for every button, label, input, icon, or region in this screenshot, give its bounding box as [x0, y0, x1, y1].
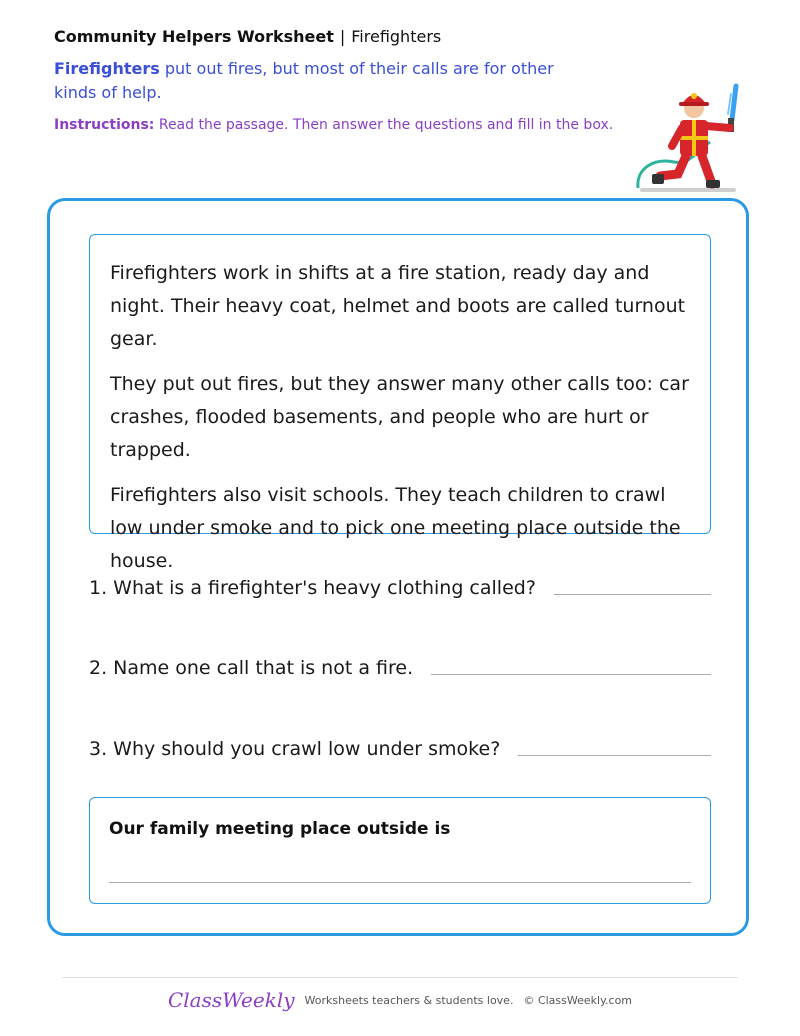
- reading-passage: [89, 234, 711, 572]
- intro-text: [54, 57, 594, 105]
- passage-paragraph: Firefighters work in shifts at a fire station, ready day and night. Their heavy coat, helmet and boots are called turnout gear.: [110, 262, 686, 350]
- meeting-place-label: Our family meeting place outside is: [109, 819, 451, 839]
- instructions-text: Read the passage. Then answer the questions and fill in the box.: [154, 117, 614, 133]
- question-2-text: 2. Name one call that is not a fire.: [89, 657, 414, 679]
- instructions-label: Instructions:: [54, 117, 155, 133]
- question-1-text: 1. What is a firefighter's heavy clothing called?: [89, 577, 536, 599]
- brand-logo: ClassWeekly: [167, 988, 295, 1012]
- footer: [0, 988, 800, 1012]
- worksheet-header: [54, 27, 441, 46]
- passage-paragraph: They put out fires, but they answer many other calls too: car crashes, flooded basements, and people who are hurt or trapped.: [110, 373, 689, 461]
- meeting-place-box: [89, 797, 711, 904]
- question-3-text: 3. Why should you crawl low under smoke?: [89, 738, 501, 760]
- answer-line-2[interactable]: [431, 674, 711, 675]
- intro-rest: put out fires, but most of their calls are for other kinds of help.: [54, 59, 554, 102]
- worksheet-topic: Firefighters: [351, 27, 442, 46]
- passage-paragraph: Firefighters also visit schools. They teach children to crawl low under smoke and to pick one meeting place outside the house.: [110, 484, 681, 572]
- question-3: [89, 732, 711, 762]
- meeting-place-answer-line[interactable]: [109, 882, 691, 883]
- footer-copyright: © ClassWeekly.com: [523, 993, 633, 1007]
- question-1: [89, 571, 711, 601]
- instructions: [54, 117, 613, 133]
- worksheet-title: Community Helpers Worksheet: [54, 27, 334, 46]
- answer-line-3[interactable]: [518, 755, 711, 756]
- answer-line-1[interactable]: [554, 594, 711, 595]
- footer-tagline: Worksheets teachers & students love.: [304, 993, 514, 1007]
- intro-bold: Firefighters: [54, 59, 160, 78]
- header-separator: |: [339, 27, 346, 46]
- question-2: [89, 651, 711, 681]
- firefighter-icon: [632, 80, 744, 196]
- footer-divider: [62, 977, 738, 978]
